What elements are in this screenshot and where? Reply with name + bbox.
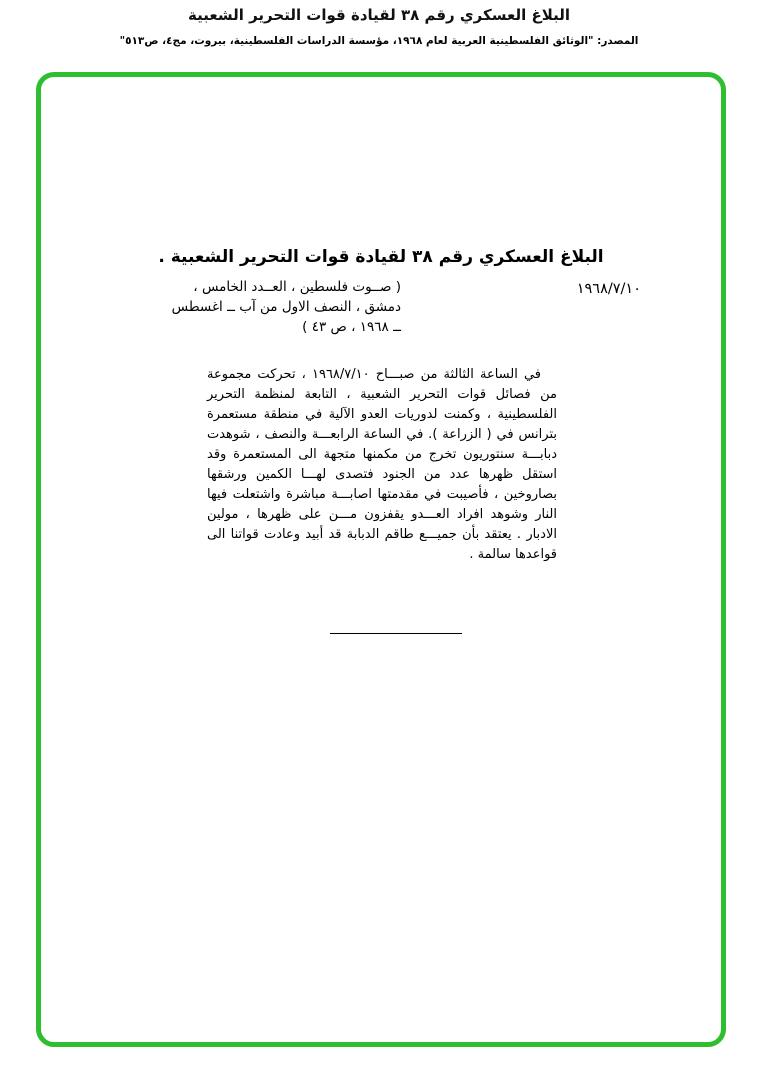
header-title: البلاغ العسكري رقم ٣٨ لقيادة قوات التحرير الشعبية [188, 6, 570, 24]
citation-line: ( صــوت فلسطين ، العــدد الخامس ، [193, 279, 401, 295]
document-date: ١٩٦٨/٧/١٠ [576, 281, 641, 297]
document-title: البلاغ العسكري رقم ٣٨ لقيادة قوات التحرير الشعبية . [158, 247, 604, 267]
divider-line [330, 633, 462, 634]
page-header [0, 6, 758, 47]
citation-line: ــ ١٩٦٨ ، ص ٤٣ ) [302, 319, 401, 335]
citation-line: دمشق ، النصف الاول من آب ــ اغسطس [171, 299, 401, 315]
document-citation [113, 277, 401, 337]
document-frame [36, 72, 726, 1047]
document-body-paragraph: في الساعة الثالثة من صبـــاح ١٩٦٨/٧/١٠ ، تحركت مجموعة من فصائل قوات التحرير الشعبية ، التابعة لمنظمة التحرير الفلسطينية ، وكمنت لدوريات العدو الآلية في منطقة مستعمرة بترانس في ( الزراعة ). في الساعة الرابعـــة والنصف ، شوهدت دبابـــة سنتوريون تخرج من مكمنها متجهة الى المستعمرة وقد استقل ظهرها عدد من الجنود فتصدى لهـــا الكمين ورشقها بصاروخين ، فأصيبت في مقدمتها اصابـــة مباشرة واشتعلت فيها النار وشوهد افراد العـــدو يقفزون مـــن على ظهرها ، مولين الادبار . يعتقد بأن جميـــع طاقم الدبابة قد أبيد وعادت قواتنا الى قواعدها سالمة . [207, 367, 557, 562]
header-source-line: المصدر: "الوثائق الفلسطينية العربية لعام ١٩٦٨، مؤسسة الدراسات الفلسطينية، بيروت، مج٤، ص٥١٣" [119, 35, 639, 47]
